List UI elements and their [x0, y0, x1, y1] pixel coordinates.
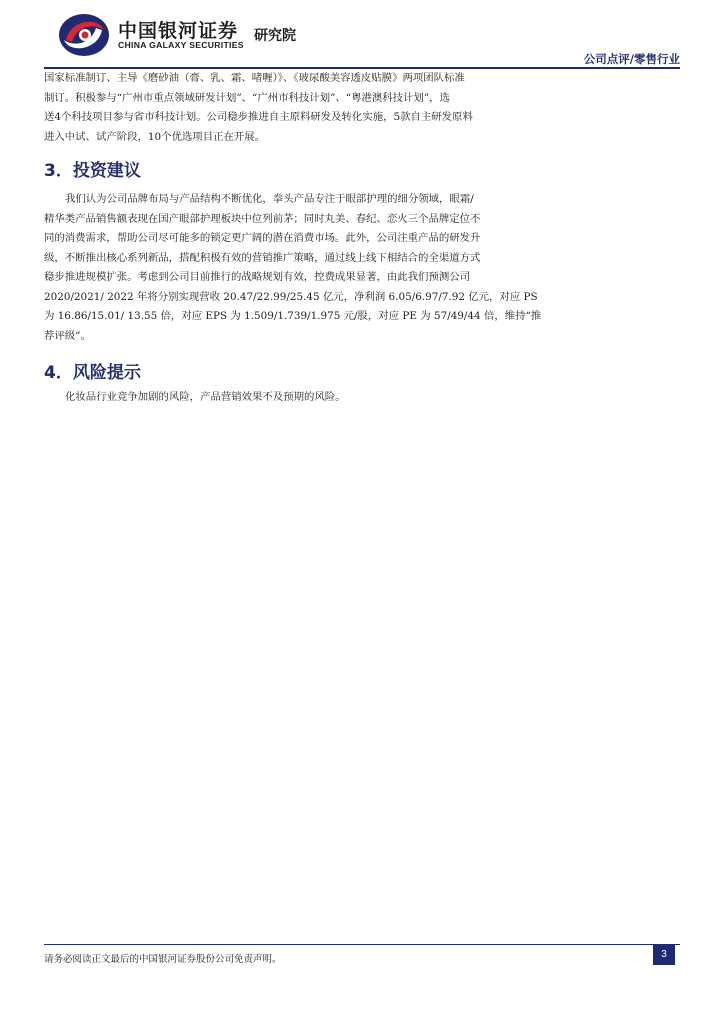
brand-name-cn: 中国银河证券 — [118, 20, 239, 42]
section-3-heading: 3．投资建议 — [44, 161, 141, 181]
text-line: 精华类产品销售额表现在国产眼部护理板块中位列前茅；同时丸美、春纪、恋火三个品牌定位不 — [44, 212, 481, 225]
footer-disclaimer: 请务必阅读正文最后的中国银河证券股份公司免责声明。 — [44, 954, 282, 965]
text-line: 化妆品行业竞争加剧的风险，产品营销效果不及预期的风险。 — [65, 391, 346, 403]
text-line: 为 16.86/15.01/ 13.55 倍，对应 EPS 为 1.509/1.739/1.975 元/股，对应 PE 为 57/49/44 倍，维持“推 — [44, 310, 542, 322]
text-line: 级，不断推出核心系列新品，搭配积极有效的营销推广策略，通过线上线下相结合的全渠道方式 — [44, 251, 481, 264]
text-line: 我们认为公司品牌布局与产品结构不断优化，拳头产品专注于眼部护理的细分领域，眼霜/ — [65, 193, 474, 205]
text-line: 制订。积极参与“广州市重点领域研发计划”、“广州市科技计划”、“粤港澳科技计划”，选 — [44, 91, 450, 104]
text-line: 同的消费需求，帮助公司尽可能多的锁定更广阔的潜在消费市场。此外，公司注重产品的研发升 — [44, 232, 481, 244]
institute-label: 研究院 — [254, 28, 296, 44]
section-4-paragraph — [44, 388, 554, 408]
text-line: 稳步推进规模扩张。考虑到公司目前推行的战略规划有效，控费成果显著，由此我们预测公司 — [44, 271, 471, 283]
galaxy-logo-icon — [58, 12, 110, 58]
text-line: 送4个科技项目参与省市科技计划。公司稳步推进自主原料研发及转化实施，5款自主研发原料 — [44, 111, 473, 123]
text-line: 2020/2021/ 2022 年将分别实现营收 20.47/22.99/25.45 亿元，净利润 6.05/6.97/7.92 亿元，对应 PS — [44, 290, 538, 303]
brand-name-en: CHINA GALAXY SECURITIES — [118, 40, 244, 50]
report-category: 公司点评/零售行业 — [583, 52, 680, 66]
text-line: 荐评级”。 — [44, 329, 91, 342]
page-header — [0, 0, 724, 70]
section-4-heading: 4．风险提示 — [44, 363, 141, 383]
text-line: 国家标准制订、主导《磨砂油（膏、乳、霜、啫喱）》、《玻尿酸美容透皮贴膜》两项团队标准 — [44, 72, 465, 84]
intro-paragraph — [44, 69, 554, 147]
text-line: 进入中试、试产阶段，10个优选项目正在开展。 — [44, 130, 266, 143]
section-3-paragraph — [44, 190, 554, 346]
page-number: 3 — [653, 945, 675, 965]
footer-divider — [44, 944, 680, 945]
